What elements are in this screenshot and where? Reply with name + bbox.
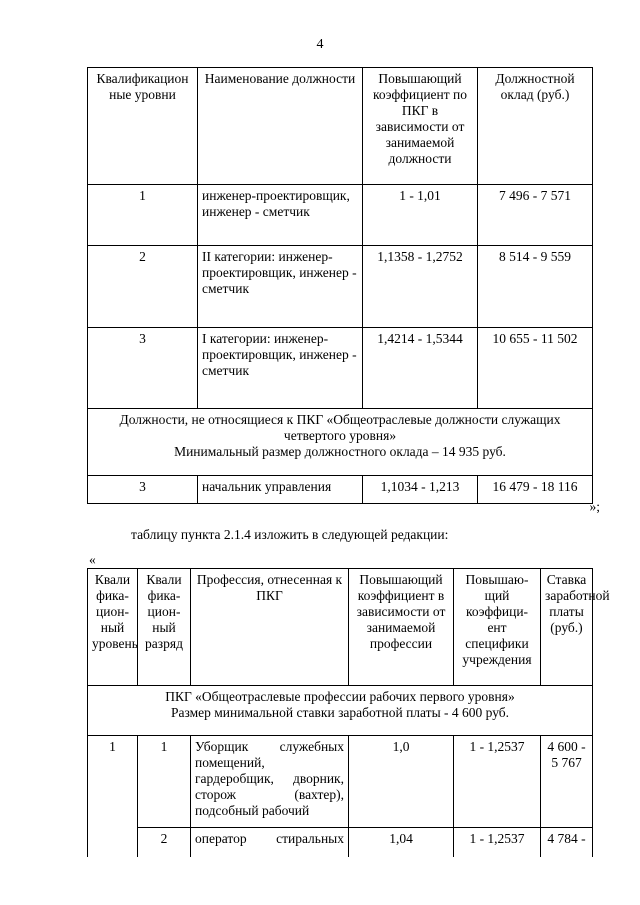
header-salary: Должностной оклад (руб.) [478, 68, 593, 185]
group-title: Должности, не относящиеся к ПКГ «Общеотраслевые должности служащих четвертого уровня» [119, 412, 561, 443]
cell-coefficient: 1,4214 - 1,5344 [363, 328, 478, 409]
cell-level: 1 [88, 185, 198, 246]
header-qualification-level: Квали фика-цион-ный уровень [88, 569, 138, 686]
intro-paragraph: таблицу пункта 2.1.4 изложить в следующей редакции: [131, 527, 449, 542]
table-header-row [88, 68, 593, 185]
cell-specific-coefficient: 1 - 1,2537 [454, 736, 541, 828]
cell-level: 3 [88, 328, 198, 409]
table-row [88, 246, 593, 328]
page-number: 4 [316, 37, 324, 52]
group-title: ПКГ «Общеотраслевые профессии рабочих первого уровня» [165, 689, 515, 704]
cell-level: 3 [88, 476, 198, 504]
cell-position: инженер-проектировщик, инженер - сметчик [198, 185, 363, 246]
group-min-wage: Размер минимальной ставки заработной платы - 4 600 руб. [170, 705, 510, 720]
cell-coefficient: 1 - 1,01 [363, 185, 478, 246]
cell-coefficient: 1,1358 - 1,2752 [363, 246, 478, 328]
header-profession: Профессия, отнесенная к ПКГ [191, 569, 349, 686]
cell-position: II категории: инженер-проектировщик, инженер - сметчик [198, 246, 363, 328]
cell-level: 1 [88, 736, 138, 857]
table-row [88, 185, 593, 246]
table-row [88, 328, 593, 409]
cell-grade: 2 [138, 828, 191, 857]
header-position-name: Наименование должности [198, 68, 363, 185]
cell-salary: 8 514 - 9 559 [478, 246, 593, 328]
cell-profession: оператор стиральных [191, 828, 349, 857]
group-header-cell [88, 409, 593, 476]
wage-table-workers [87, 568, 610, 857]
cell-position: I категории: инженер-проектировщик, инженер - сметчик [198, 328, 363, 409]
cell-salary: 16 479 - 18 116 [478, 476, 593, 504]
header-qualification-grade: Квали фика-цион-ный разряд [138, 569, 191, 686]
cell-profession: Уборщик служебных помещений, гардеробщик, дворник, сторож (вахтер), подсобный рабочий [191, 736, 349, 828]
cell-wage-rate: 4 600 - 5 767 [541, 736, 593, 828]
cell-coefficient: 1,1034 - 1,213 [363, 476, 478, 504]
cell-coefficient: 1,04 [349, 828, 454, 857]
table-header-row [88, 569, 593, 686]
cell-grade: 1 [138, 736, 191, 828]
table-row [88, 736, 593, 828]
cell-salary: 7 496 - 7 571 [478, 185, 593, 246]
cell-specific-coefficient: 1 - 1,2537 [454, 828, 541, 857]
header-wage-rate: Ставка заработной платы (руб.) [541, 569, 593, 686]
group-min-salary: Минимальный размер должностного оклада – 14 935 руб. [174, 444, 506, 459]
cell-position: начальник управления [198, 476, 363, 504]
salary-table-engineers [87, 67, 593, 504]
group-header-row [88, 409, 593, 476]
header-specific-coefficient: Повышаю-щий коэффици-ент специфики учреждения [454, 569, 541, 686]
opening-quote: « [89, 552, 96, 567]
cell-coefficient: 1,0 [349, 736, 454, 828]
cell-wage-rate: 4 784 - [541, 828, 593, 857]
header-coefficient: Повышающий коэффициент по ПКГ в зависимости от занимаемой должности [363, 68, 478, 185]
header-qualification-levels: Квалификацион ные уровни [88, 68, 198, 185]
group-header-row [88, 686, 593, 736]
cell-level: 2 [88, 246, 198, 328]
closing-quote: »; [589, 499, 600, 514]
cell-salary: 10 655 - 11 502 [478, 328, 593, 409]
table-row [88, 476, 593, 504]
table-row [88, 828, 593, 857]
group-header-cell [88, 686, 593, 736]
header-coefficient: Повышающий коэффициент в зависимости от занимаемой профессии [349, 569, 454, 686]
